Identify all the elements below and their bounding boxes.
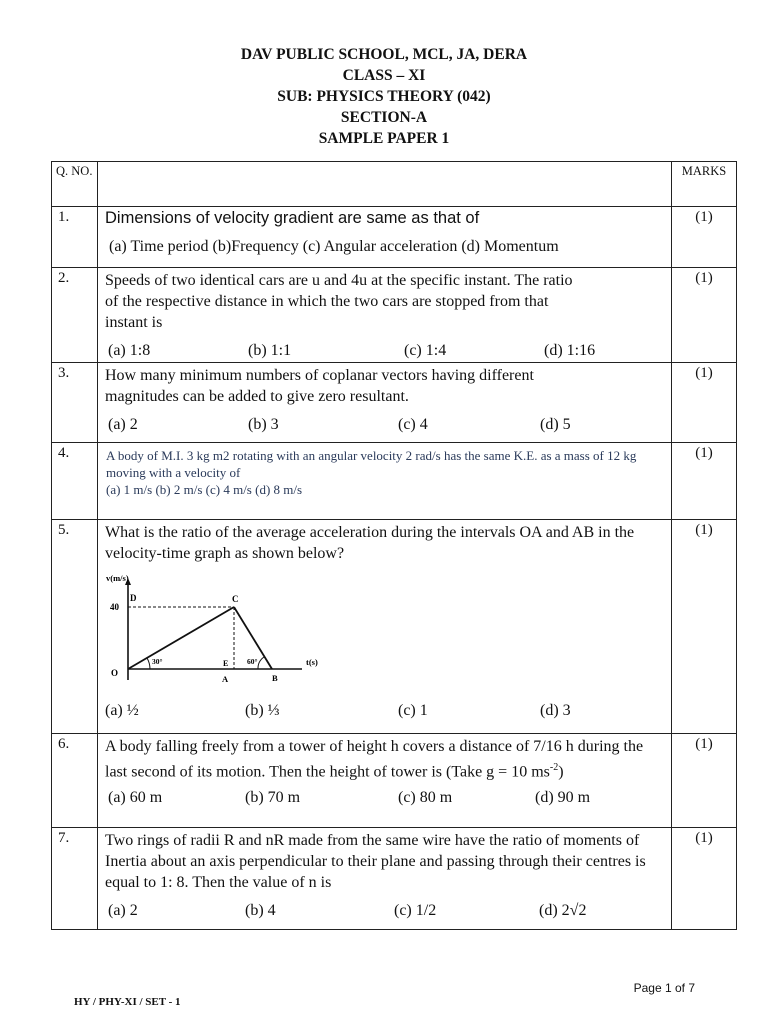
- class-label: CLASS – XI: [342, 67, 426, 84]
- option-c: (c) 1/2: [394, 902, 437, 919]
- point-d-label: D: [130, 593, 137, 603]
- question-marks: (1): [672, 268, 737, 363]
- table-row: [52, 443, 737, 520]
- paper-code: HY / PHY-XI / SET - 1: [74, 996, 181, 1008]
- option-b: (b) ⅓: [245, 702, 280, 719]
- page-number: Page 1 of 7: [633, 981, 695, 995]
- document-header: [0, 44, 768, 149]
- table-row: [52, 828, 737, 930]
- table-row: [52, 363, 737, 443]
- question-marks: (1): [672, 443, 737, 520]
- velocity-time-graph: [106, 570, 336, 690]
- option-a: (a) 60 m: [108, 789, 163, 807]
- x-axis-label: t(s): [306, 657, 318, 667]
- option-c: (c) 1:4: [404, 342, 447, 359]
- question-options: [98, 902, 671, 922]
- option-d: (d) 90 m: [535, 789, 591, 807]
- option-a: (a) 1:8: [108, 342, 151, 359]
- point-o-label: O: [111, 668, 119, 678]
- option-d: (d) 3: [540, 702, 571, 719]
- question-text: A body of M.I. 3 kg m2 rotating with an angular velocity 2 rad/s has the same K.E. as a mass of 12 kg moving with a velocity of: [106, 448, 637, 480]
- question-text: What is the ratio of the average acceleration during the intervals OA and AB in the velocity-time graph as shown below?: [105, 524, 635, 562]
- table-row: [52, 734, 737, 828]
- table-header-row: [52, 162, 737, 207]
- section-label: SECTION-A: [340, 109, 428, 126]
- question-text: Two rings of radii R and nR made from the same wire have the ratio of moments of Inertia about an axis perpendicular to their plane and passing through their centres is equal to 1: 8. Then the value of n is: [105, 832, 646, 891]
- question-options: (a) 1 m/s (b) 2 m/s (c) 4 m/s (d) 8 m/s: [106, 482, 303, 497]
- question-options: [98, 702, 671, 722]
- school-name: DAV PUBLIC SCHOOL, MCL, JA, DERA: [240, 46, 528, 63]
- option-a: (a) 2: [108, 902, 138, 919]
- qno-header: Q. NO.: [52, 162, 98, 207]
- point-b-label: B: [272, 673, 278, 683]
- question-number: 7.: [52, 828, 98, 930]
- option-b: (b) 3: [248, 416, 279, 433]
- question-options: [98, 342, 671, 362]
- option-d: (d) 5: [540, 416, 571, 433]
- y-tick-label: 40: [110, 602, 119, 612]
- option-d: (d) 1:16: [544, 342, 596, 359]
- marks-header: MARKS: [672, 162, 737, 207]
- question-number: 3.: [52, 363, 98, 443]
- option-b: (b) 1:1: [248, 342, 292, 359]
- angle-left-label: 30°: [152, 657, 163, 666]
- question-marks: (1): [672, 734, 737, 828]
- question-number: 5.: [52, 520, 98, 734]
- question-text: How many minimum numbers of coplanar vectors having different magnitudes can be added to give zero resultant.: [105, 367, 534, 405]
- option-c: (c) 4: [398, 416, 428, 433]
- angle-right-label: 60°: [247, 657, 258, 666]
- question-table: [51, 161, 737, 930]
- question-number: 2.: [52, 268, 98, 363]
- angle-arc-right: [258, 657, 264, 669]
- question-marks: (1): [672, 520, 737, 734]
- option-c: (c) 80 m: [398, 789, 453, 807]
- question-text: A body falling freely from a tower of height h covers a distance of 7/16 h during the last second of its motion. Then the height of tower is (Take g = 10 $ms^{-2}$): [105, 738, 644, 781]
- question-number: 6.: [52, 734, 98, 828]
- question-options: [98, 789, 671, 809]
- table-row: [52, 268, 737, 363]
- question-marks: (1): [672, 207, 737, 268]
- option-a: (a) 2: [108, 416, 138, 433]
- point-c-label: C: [232, 594, 239, 604]
- option-d: (d) 2√2: [539, 902, 587, 919]
- table-row: [52, 207, 737, 268]
- point-e-label: E: [223, 659, 229, 668]
- question-number: 4.: [52, 443, 98, 520]
- paper-label: SAMPLE PAPER 1: [318, 130, 450, 147]
- y-axis-label: v(m/s): [106, 573, 129, 583]
- option-a: (a) ½: [105, 702, 139, 719]
- question-options: (a) Time period (b)Frequency (c) Angular acceleration (d) Momentum: [109, 238, 559, 255]
- table-row: [52, 520, 737, 734]
- subject-label: SUB: PHYSICS THEORY (042): [277, 88, 491, 105]
- option-b: (b) 4: [245, 902, 276, 919]
- question-marks: (1): [672, 363, 737, 443]
- question-marks: (1): [672, 828, 737, 930]
- question-text: Dimensions of velocity gradient are same as that of: [105, 209, 480, 227]
- option-c: (c) 1: [398, 702, 428, 719]
- question-text: Speeds of two identical cars are u and 4u at the specific instant. The ratio of the respective distance in which the two cars are stopped from that instant is: [105, 272, 573, 331]
- point-a-label: A: [222, 674, 229, 684]
- option-b: (b) 70 m: [245, 789, 301, 807]
- question-options: [98, 416, 671, 436]
- segment-oc: [128, 607, 234, 669]
- angle-arc-left: [147, 658, 150, 669]
- question-number: 1.: [52, 207, 98, 268]
